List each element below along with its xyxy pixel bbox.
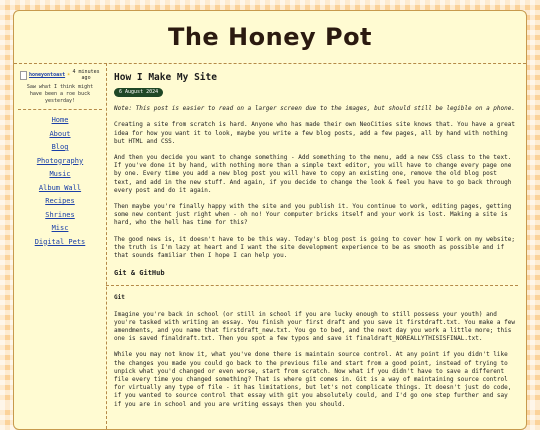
- post-title: How I Make My Site: [114, 72, 217, 83]
- sun-icon: ☀: [67, 72, 71, 78]
- nav-item-home[interactable]: Home: [51, 116, 69, 124]
- nav-item-music[interactable]: Music: [49, 170, 71, 178]
- nav-item-digital-pets[interactable]: Digital Pets: [34, 237, 86, 246]
- subsection-heading-git: Git: [114, 294, 125, 302]
- status-meta: [20, 69, 100, 81]
- nav-item-about[interactable]: About: [49, 129, 71, 138]
- nav-item-blog[interactable]: Blog: [51, 143, 69, 151]
- status-username[interactable]: honeyontoast: [28, 72, 66, 78]
- blog-post: [114, 63, 518, 429]
- site-header: [14, 11, 526, 64]
- post-note: Note: This post is easier to read on a larger screen due to the images, but should still be legible on a phone.: [114, 105, 515, 113]
- section-divider: [106, 285, 518, 286]
- site-title[interactable]: The Honey Pot: [167, 23, 373, 51]
- post-paragraph: While you may not know it, what you've done there is maintain source control. At any point if you didn't like the changes you made you could go back to the previous file and start from a good point, instead of trying to unpick what you'd changed or even worse, start from scratch. Now what if you didn't have to save a different file every time you changed something? That is where git comes in. Git is a way of maintaining source control for virtually any type of file - it has limitations, but let's not complicate things. It doesn't just do code, if you wanted to source control that essay with git you absolutely could, and I'd go one step further and say if you are in school and you are writing essays then you should.: [114, 351, 512, 408]
- page-container: [13, 10, 527, 430]
- status-time: 4 minutes ago: [72, 69, 100, 81]
- sidebar: [14, 63, 107, 429]
- nav-item-album-wall[interactable]: Album Wall: [38, 183, 82, 192]
- status-text: Saw what I think might have been a roe buck yesterday!: [26, 84, 94, 104]
- post-paragraph: Then maybe you're finally happy with the site and you publish it. You continue to work, editing pages, getting some new content just right when - oh no! Your computer bricks itself and your work is lost. Making a site is hard, who the hell has time for this?: [114, 203, 512, 227]
- post-date-badge: 6 August 2024: [114, 88, 163, 97]
- post-paragraph: Creating a site from scratch is hard. Anyone who has made their own NeoCities site knows that. You have a great idea for how you want it to look, maybe you write a few blog posts, add a few pages, all by hand with nothing but HTML and CSS.: [114, 121, 515, 145]
- status-card: [18, 67, 102, 110]
- nav-item-misc[interactable]: Misc: [51, 224, 69, 232]
- nav-item-photography[interactable]: Photography: [36, 156, 84, 165]
- post-paragraph: And then you decide you want to change something - Add something to the menu, add a new CSS class to the text. If you've done it by hand, with nothing more than a simple text editor, you will have to change every page one by one. Every time you add a new blog post you will have to copy an existing one, remove the old blog post text, and add in the new stuff. And again, if you decide to change the look & feel you have to go back through every post and do it again.: [114, 154, 512, 194]
- post-paragraph: The good news is, it doesn't have to be this way. Today's blog post is going to cover how I work on my website; the truth is I'm lazy at heart and I want the site development experience to be as smooth as possible and if that sounds familiar then I hope I can help you.: [114, 235, 515, 260]
- section-heading-git-github: Git & GitHub: [114, 269, 165, 278]
- avatar[interactable]: [20, 71, 27, 80]
- nav-item-shrines[interactable]: Shrines: [45, 210, 75, 219]
- sidebar-nav: [14, 114, 106, 249]
- nav-item-recipes[interactable]: Recipes: [45, 197, 75, 205]
- post-paragraph: Imagine you're back in school (or still in school if you are lucky enough to still possess your youth) and you're tasked with writing an essay. You finish your first draft and you save it firstdraft.txt. You make a few amendments, and you name that firstdraft_new.txt. You go to bed, and the next day you work a little more; this one is saved finaldraft.txt. Then you spot a few typos and save it finaldraft_NOREALLYTHISISFINAL.txt.: [114, 310, 515, 343]
